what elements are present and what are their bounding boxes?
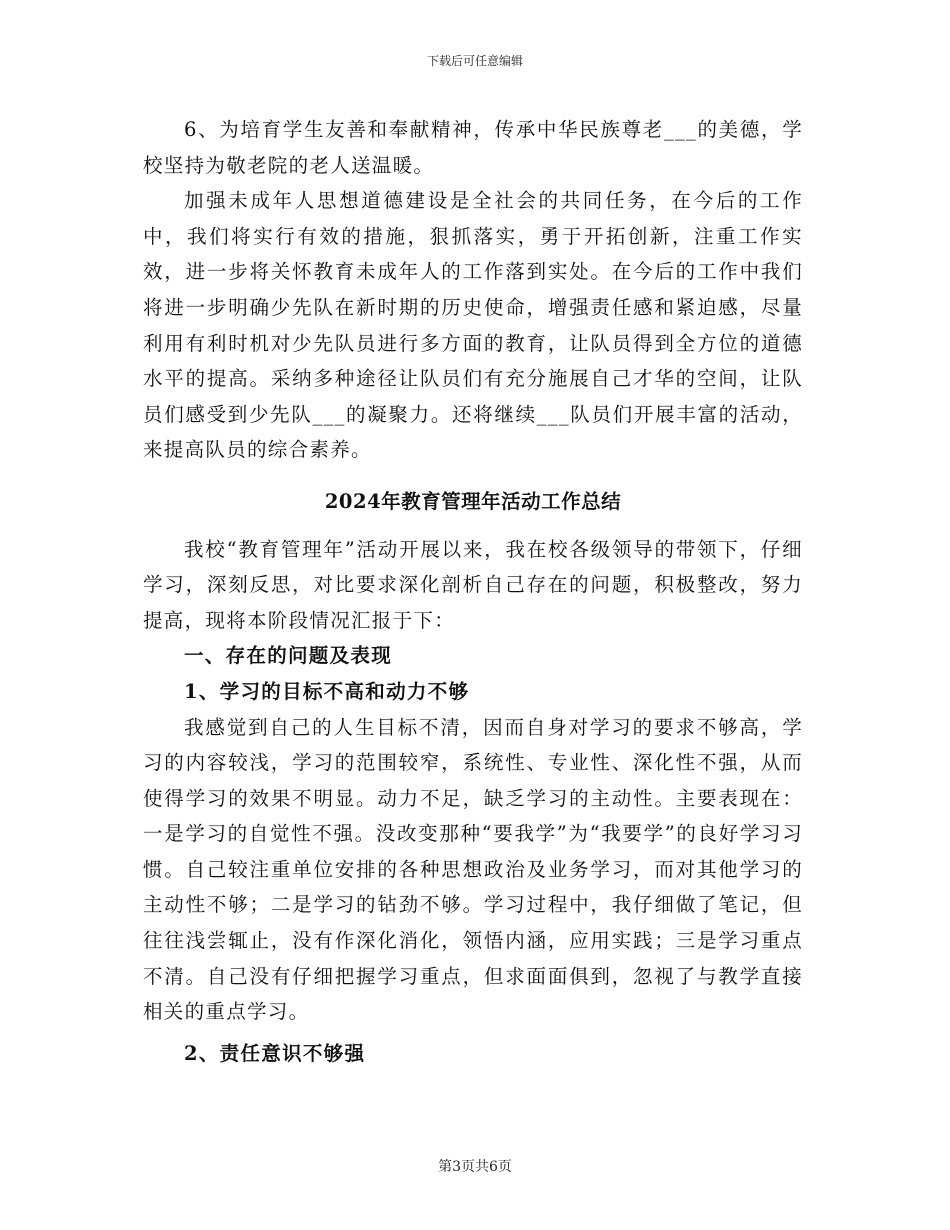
document-body xyxy=(143,112,803,1071)
subsection-heading-responsibility: 2、责任意识不够强 xyxy=(184,1041,366,1065)
section-heading-problems: 一、存在的问题及表现 xyxy=(184,644,393,668)
subsection-heading-learning: 1、学习的目标不高和动力不够 xyxy=(184,679,470,703)
document-title: 2024年教育管理年活动工作总结 xyxy=(324,489,622,513)
paragraph-future-work: 加强未成年人思想道德建设是全社会的共同任务，在今后的工作中，我们将实行有效的措施，狠抓落实，勇于开拓创新，注重工作实效，进一步将关怀教育未成年人的工作落到实处。在今后的工作中我们将进一步明确少先队在新时期的历史使命，增强责任感和紧迫感，尽量利用有利时机对少先队员进行多方面的教育，让队员得到全方位的道德水平的提高。采纳多种途径让队员们有充分施展自己才华的空间，让队员们感受到少先队___的凝聚力。还将继续___队员们开展丰富的活动，来提高队员的综合素养。 xyxy=(143,189,803,462)
page-header: 下载后可任意编辑 xyxy=(426,54,523,68)
page-number: 第3页共6页 xyxy=(438,1159,512,1175)
paragraph-item6: 6、为培育学生友善和奉献精神，传承中华民族尊老___的美德，学校坚持为敬老院的老人送温暖。 xyxy=(143,118,803,177)
paragraph-intro: 我校“教育管理年”活动开展以来，我在校各级领导的带领下，仔细学习，深刻反思，对比要求深化剖析自己存在的问题，积极整改，努力提高，现将本阶段情况汇报于下： xyxy=(143,537,803,632)
paragraph-learning-issues: 我感觉到自己的人生目标不清，因而自身对学习的要求不够高，学习的内容较浅，学习的范围较窄，系统性、专业性、深化性不强，从而使得学习的效果不明显。动力不足，缺乏学习的主动性。主要表现在：一是学习的自觉性不强。没改变那种“要我学”为“我要学”的良好学习习惯。自己较注重单位安排的各种思想政治及业务学习，而对其他学习的主动性不够；二是学习的钻劲不够。学习过程中，我仔细做了笔记，但往往浅尝辄止，没有作深化消化，领悟内涵，应用实践；三是学习重点不清。自己没有仔细把握学习重点，但求面面俱到，忽视了与教学直接相关的重点学习。 xyxy=(143,715,803,1024)
